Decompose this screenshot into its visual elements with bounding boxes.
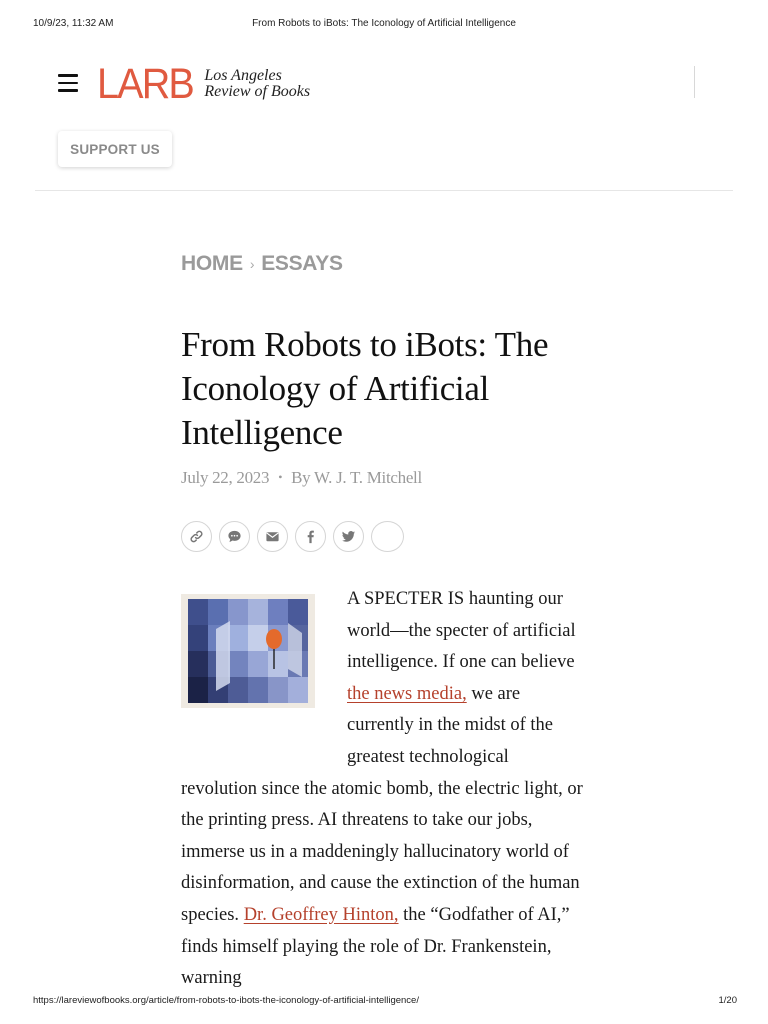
print-footer <box>0 995 768 1009</box>
article-body <box>181 584 589 995</box>
print-header <box>0 18 768 32</box>
paragraph-text-1: A SPECTER IS haunting our world—the specter of artificial intelligence. If one can believe <box>347 589 576 673</box>
breadcrumb-separator: › <box>249 256 255 272</box>
logo-line-2: Review of Books <box>204 83 311 100</box>
share-facebook-button[interactable] <box>295 521 326 552</box>
support-us-button[interactable]: SUPPORT US <box>58 131 172 167</box>
share-more-button[interactable] <box>371 521 404 552</box>
article-date: July 22, 2023 <box>181 468 270 487</box>
email-icon <box>265 529 280 544</box>
link-icon <box>189 529 204 544</box>
print-timestamp: 10/9/23, 11:32 AM <box>33 18 114 29</box>
article-title: From Robots to iBots: The Iconology of Artificial Intelligence <box>181 325 549 452</box>
image-float-spacer <box>181 584 347 742</box>
news-media-link[interactable]: the news media, <box>347 683 467 704</box>
article-author[interactable]: By W. J. T. Mitchell <box>291 468 422 487</box>
logo-mark: LARB <box>97 59 193 108</box>
comment-icon <box>227 529 242 544</box>
share-bar <box>181 521 404 552</box>
header-vertical-divider <box>694 66 695 98</box>
header-divider <box>35 190 733 191</box>
byline-separator: • <box>278 470 283 484</box>
logo-line-1: Los Angeles <box>204 67 282 84</box>
twitter-icon <box>341 529 356 544</box>
facebook-icon <box>303 529 318 544</box>
print-page-title: From Robots to iBots: The Iconology of Artificial Intelligence <box>252 18 516 29</box>
geoffrey-hinton-link[interactable]: Dr. Geoffrey Hinton, <box>243 904 399 925</box>
hamburger-menu-icon[interactable] <box>58 74 78 92</box>
paragraph-text-3: the “Godfather of AI,” finds himself playing the role of Dr. Frankenstein, warning <box>181 904 570 989</box>
share-twitter-button[interactable] <box>333 521 364 552</box>
print-url: https://lareviewofbooks.org/article/from-robots-to-ibots-the-iconology-of-artificial-intelligence/ <box>33 995 419 1006</box>
logo-wordmark <box>204 68 310 100</box>
paragraph-text-2: we are currently in the midst of the greatest technological revolution since the atomic bomb, the electric light, or the printing press. AI threatens to take our jobs, immerse us in a maddeningly hallucinatory world of disinformation, and cause the extinction of the human species. <box>181 683 583 925</box>
share-link-button[interactable] <box>181 521 212 552</box>
print-page-count: 1/20 <box>718 995 737 1006</box>
breadcrumb <box>181 252 343 276</box>
breadcrumb-home[interactable]: HOME <box>181 252 243 275</box>
breadcrumb-essays[interactable]: ESSAYS <box>261 252 343 275</box>
share-email-button[interactable] <box>257 521 288 552</box>
larb-logo[interactable] <box>97 59 311 108</box>
share-comment-button[interactable] <box>219 521 250 552</box>
article-byline <box>181 468 422 488</box>
